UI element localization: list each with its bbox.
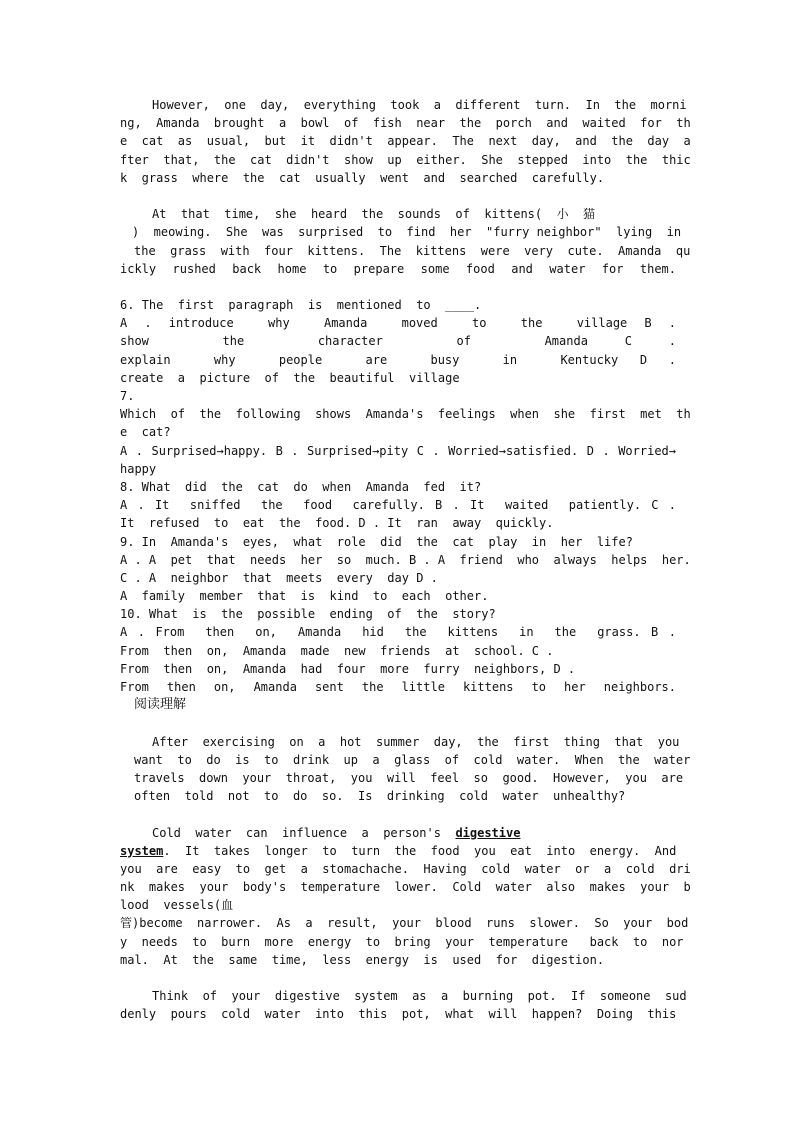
passage1-para2-line: ) meowing. She was surprised to find her "furry neighbor" lying in bbox=[132, 225, 682, 240]
passage1-para2-line: At that time, she heard the sounds of kittens( 小 猫 bbox=[152, 207, 596, 222]
question-line: A family member that is kind to each other. bbox=[120, 589, 489, 604]
passage1-para1-line: ng, Amanda brought a bowl of fish near the porch and waited for th bbox=[120, 116, 691, 131]
question-line: From then on, Amanda sent the little kittens to her neighbors. bbox=[120, 680, 676, 694]
question-line: From then on, Amanda made new friends at school. C . bbox=[120, 643, 554, 658]
passage2-para2-line2-rest: . It takes longer to turn the food you eat into energy. And bbox=[163, 843, 677, 858]
question-line: 9. In Amanda's eyes, what role did the cat play in her life? bbox=[120, 534, 633, 549]
passage1-para1-line: fter that, the cat didn't show up either. She stepped into the thic bbox=[120, 152, 691, 167]
spacer bbox=[120, 969, 676, 987]
question-line: It refused to eat the food. D . It ran away quickly. bbox=[120, 516, 554, 531]
section-heading: 阅读理解 bbox=[134, 697, 187, 713]
question-line: create a picture of the beautiful village bbox=[120, 370, 460, 385]
question-line: 6. The first paragraph is mentioned to ____. bbox=[120, 298, 482, 313]
question-line: A . Surprised→happy. B . Surprised→pity C . Worried→satisfied. D . Worried→ bbox=[120, 443, 676, 458]
passage1-para1-line: k grass where the cat usually went and searched carefully. bbox=[120, 170, 605, 185]
question-line: C . A neighbor that meets every day D . bbox=[120, 570, 438, 585]
question-line: e cat? bbox=[120, 425, 171, 440]
passage2-para3-line: denly pours cold water into this pot, what will happen? Doing this bbox=[120, 1007, 677, 1022]
question-line: happy bbox=[120, 461, 157, 476]
passage2-para1-line: want to do is to drink up a glass of cold water. When the water bbox=[134, 752, 691, 767]
spacer bbox=[120, 187, 676, 205]
passage2-para2-line: lood vessels(血 bbox=[120, 898, 234, 913]
passage2-para2-line: 管)become narrower. As a result, your blood runs slower. So your bod bbox=[120, 916, 689, 931]
question-line: 10. What is the possible ending of the story? bbox=[120, 607, 496, 622]
question-line: explain why people are busy in Kentucky D . bbox=[120, 352, 676, 367]
question-line: A . It sniffed the food carefully. B . It waited patiently. C . bbox=[120, 498, 676, 513]
spacer bbox=[120, 805, 676, 823]
passage2-para2-line: mal. At the same time, less energy is used for digestion. bbox=[120, 952, 605, 967]
passage2-para3-line: Think of your digestive system as a burning pot. If someone sud bbox=[152, 989, 687, 1004]
document-page bbox=[120, 96, 691, 1024]
passage1-para2-line: the grass with four kittens. The kittens were very cute. Amanda qu bbox=[134, 243, 691, 258]
question-line: A . A pet that needs her so much. B . A friend who always helps her. bbox=[120, 552, 691, 567]
passage2-para2-line bbox=[120, 824, 676, 842]
spacer bbox=[120, 278, 676, 296]
passage1-para2-line: ickly rushed back home to prepare some food and water for them. bbox=[120, 261, 676, 276]
passage2-para1-line: often told not to do so. Is drinking cold water unhealthy? bbox=[134, 789, 626, 804]
question-line: show the character of Amanda C . bbox=[120, 334, 676, 349]
passage2-para2-prefix: Cold water can influence a person's bbox=[152, 825, 456, 840]
passage2-para2-line: you are easy to get a stomachache. Having cold water or a cold dri bbox=[120, 861, 691, 876]
passage1-para1-line: However, one day, everything took a different turn. In the morni bbox=[152, 98, 687, 112]
question-line: From then on, Amanda had four more furry neighbors, D . bbox=[120, 661, 576, 676]
question-line: Which of the following shows Amanda's feelings when she first met th bbox=[120, 407, 691, 422]
passage2-para2-line: nk makes your body's temperature lower. Cold water also makes your b bbox=[120, 880, 691, 895]
passage2-para1-line: After exercising on a hot summer day, the first thing that you bbox=[152, 734, 680, 749]
passage2-para1-line: travels down your throat, you will feel so good. However, you are bbox=[134, 770, 684, 785]
passage2-para2-line: y needs to burn more energy to bring your temperature back to nor bbox=[120, 934, 684, 949]
keyword-system: system bbox=[120, 843, 164, 858]
question-line: 7. bbox=[120, 389, 135, 403]
passage1-para1-line: e cat as usual, but it didn't appear. The next day, and the day a bbox=[120, 134, 691, 149]
spacer bbox=[120, 714, 676, 732]
question-list bbox=[120, 296, 691, 696]
question-line: 8. What did the cat do when Amanda fed it? bbox=[120, 479, 482, 494]
question-line: A . introduce why Amanda moved to the village B . bbox=[120, 316, 676, 331]
passage2-para2-line bbox=[120, 842, 676, 860]
question-line: A . From then on, Amanda hid the kittens in the grass. B . bbox=[120, 625, 676, 640]
keyword-digestive: digestive bbox=[455, 825, 521, 840]
